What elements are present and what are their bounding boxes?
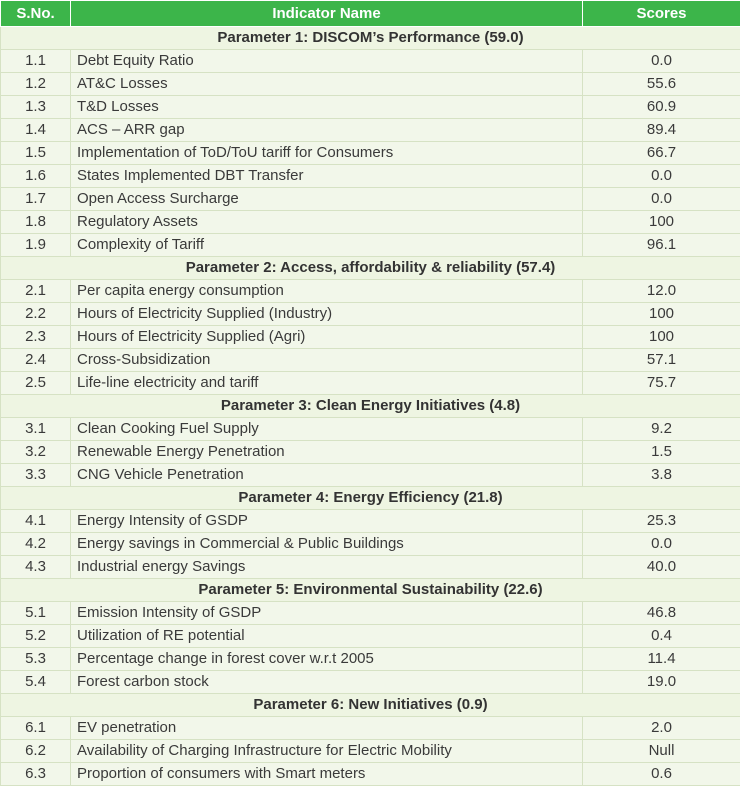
row-sno: 3.1: [1, 418, 71, 441]
table-row: [1, 533, 740, 556]
table-row: [1, 326, 740, 349]
table-row: [1, 165, 740, 188]
parameter-heading-row: [1, 579, 740, 602]
parameter-heading-row: [1, 694, 740, 717]
table-row: [1, 740, 740, 763]
row-sno: 4.2: [1, 533, 71, 556]
table-row: [1, 648, 740, 671]
header-sno: S.No.: [1, 1, 71, 27]
parameter-heading-row: [1, 395, 740, 418]
row-indicator-name: T&D Losses: [71, 96, 583, 119]
table-row: [1, 418, 740, 441]
row-score: 0.0: [583, 188, 740, 211]
row-score: 0.0: [583, 165, 740, 188]
row-indicator-name: Proportion of consumers with Smart meters: [71, 763, 583, 786]
row-score: 100: [583, 303, 740, 326]
row-score: 0.4: [583, 625, 740, 648]
row-sno: 1.4: [1, 119, 71, 142]
table-row: [1, 119, 740, 142]
row-score: 25.3: [583, 510, 740, 533]
row-sno: 1.5: [1, 142, 71, 165]
table-row: [1, 303, 740, 326]
row-score: 11.4: [583, 648, 740, 671]
table-row: [1, 280, 740, 303]
parameter-title: Parameter 3: Clean Energy Initiatives (4.8): [1, 395, 740, 418]
row-indicator-name: Energy Intensity of GSDP: [71, 510, 583, 533]
row-indicator-name: Life-line electricity and tariff: [71, 372, 583, 395]
header-scores: Scores: [583, 1, 740, 27]
row-score: 0.6: [583, 763, 740, 786]
row-indicator-name: Availability of Charging Infrastructure for Electric Mobility: [71, 740, 583, 763]
row-score: Null: [583, 740, 740, 763]
row-score: 55.6: [583, 73, 740, 96]
table-row: [1, 602, 740, 625]
table-row: [1, 73, 740, 96]
table-row: [1, 372, 740, 395]
row-indicator-name: CNG Vehicle Penetration: [71, 464, 583, 487]
row-indicator-name: Industrial energy Savings: [71, 556, 583, 579]
row-score: 57.1: [583, 349, 740, 372]
table-row: [1, 349, 740, 372]
header-indicator-name: Indicator Name: [71, 1, 583, 27]
row-sno: 1.7: [1, 188, 71, 211]
row-score: 100: [583, 326, 740, 349]
row-sno: 2.2: [1, 303, 71, 326]
row-sno: 1.9: [1, 234, 71, 257]
table-header-row: [1, 1, 740, 27]
row-indicator-name: Cross-Subsidization: [71, 349, 583, 372]
table-row: [1, 671, 740, 694]
row-score: 75.7: [583, 372, 740, 395]
parameter-heading-row: [1, 27, 740, 50]
row-sno: 1.1: [1, 50, 71, 73]
row-score: 1.5: [583, 441, 740, 464]
row-score: 2.0: [583, 717, 740, 740]
row-sno: 3.3: [1, 464, 71, 487]
row-sno: 2.1: [1, 280, 71, 303]
table-row: [1, 441, 740, 464]
row-indicator-name: Energy savings in Commercial & Public Buildings: [71, 533, 583, 556]
parameter-title: Parameter 5: Environmental Sustainability (22.6): [1, 579, 740, 602]
row-indicator-name: Utilization of RE potential: [71, 625, 583, 648]
row-score: 96.1: [583, 234, 740, 257]
row-indicator-name: Per capita energy consumption: [71, 280, 583, 303]
row-score: 66.7: [583, 142, 740, 165]
table-row: [1, 464, 740, 487]
row-indicator-name: AT&C Losses: [71, 73, 583, 96]
row-score: 60.9: [583, 96, 740, 119]
row-sno: 1.2: [1, 73, 71, 96]
parameter-title: Parameter 1: DISCOM’s Performance (59.0): [1, 27, 740, 50]
row-score: 3.8: [583, 464, 740, 487]
row-sno: 5.1: [1, 602, 71, 625]
row-indicator-name: Forest carbon stock: [71, 671, 583, 694]
row-sno: 1.3: [1, 96, 71, 119]
row-score: 40.0: [583, 556, 740, 579]
table-row: [1, 50, 740, 73]
row-sno: 4.1: [1, 510, 71, 533]
table-row: [1, 211, 740, 234]
row-sno: 2.3: [1, 326, 71, 349]
table-row: [1, 96, 740, 119]
row-indicator-name: Regulatory Assets: [71, 211, 583, 234]
row-indicator-name: Renewable Energy Penetration: [71, 441, 583, 464]
row-sno: 2.4: [1, 349, 71, 372]
table-row: [1, 556, 740, 579]
row-score: 12.0: [583, 280, 740, 303]
row-indicator-name: Emission Intensity of GSDP: [71, 602, 583, 625]
row-sno: 4.3: [1, 556, 71, 579]
row-score: 100: [583, 211, 740, 234]
row-sno: 6.2: [1, 740, 71, 763]
row-sno: 5.2: [1, 625, 71, 648]
table-row: [1, 234, 740, 257]
table-row: [1, 717, 740, 740]
row-sno: 1.8: [1, 211, 71, 234]
row-indicator-name: ACS – ARR gap: [71, 119, 583, 142]
row-score: 46.8: [583, 602, 740, 625]
row-score: 0.0: [583, 533, 740, 556]
row-indicator-name: States Implemented DBT Transfer: [71, 165, 583, 188]
parameter-title: Parameter 6: New Initiatives (0.9): [1, 694, 740, 717]
table-row: [1, 763, 740, 786]
row-indicator-name: Complexity of Tariff: [71, 234, 583, 257]
row-score: 89.4: [583, 119, 740, 142]
row-indicator-name: Debt Equity Ratio: [71, 50, 583, 73]
row-score: 19.0: [583, 671, 740, 694]
row-score: 0.0: [583, 50, 740, 73]
row-sno: 5.3: [1, 648, 71, 671]
table-row: [1, 510, 740, 533]
row-indicator-name: Open Access Surcharge: [71, 188, 583, 211]
row-indicator-name: Hours of Electricity Supplied (Agri): [71, 326, 583, 349]
row-score: 9.2: [583, 418, 740, 441]
row-sno: 3.2: [1, 441, 71, 464]
row-indicator-name: Clean Cooking Fuel Supply: [71, 418, 583, 441]
table-body: [1, 27, 740, 786]
table-row: [1, 188, 740, 211]
row-sno: 6.3: [1, 763, 71, 786]
row-sno: 2.5: [1, 372, 71, 395]
table-row: [1, 625, 740, 648]
row-indicator-name: EV penetration: [71, 717, 583, 740]
row-sno: 5.4: [1, 671, 71, 694]
row-indicator-name: Implementation of ToD/ToU tariff for Consumers: [71, 142, 583, 165]
parameter-title: Parameter 2: Access, affordability & reliability (57.4): [1, 257, 740, 280]
row-sno: 1.6: [1, 165, 71, 188]
parameter-heading-row: [1, 257, 740, 280]
row-indicator-name: Hours of Electricity Supplied (Industry): [71, 303, 583, 326]
parameter-title: Parameter 4: Energy Efficiency (21.8): [1, 487, 740, 510]
row-sno: 6.1: [1, 717, 71, 740]
table-row: [1, 142, 740, 165]
row-indicator-name: Percentage change in forest cover w.r.t 2005: [71, 648, 583, 671]
parameter-heading-row: [1, 487, 740, 510]
